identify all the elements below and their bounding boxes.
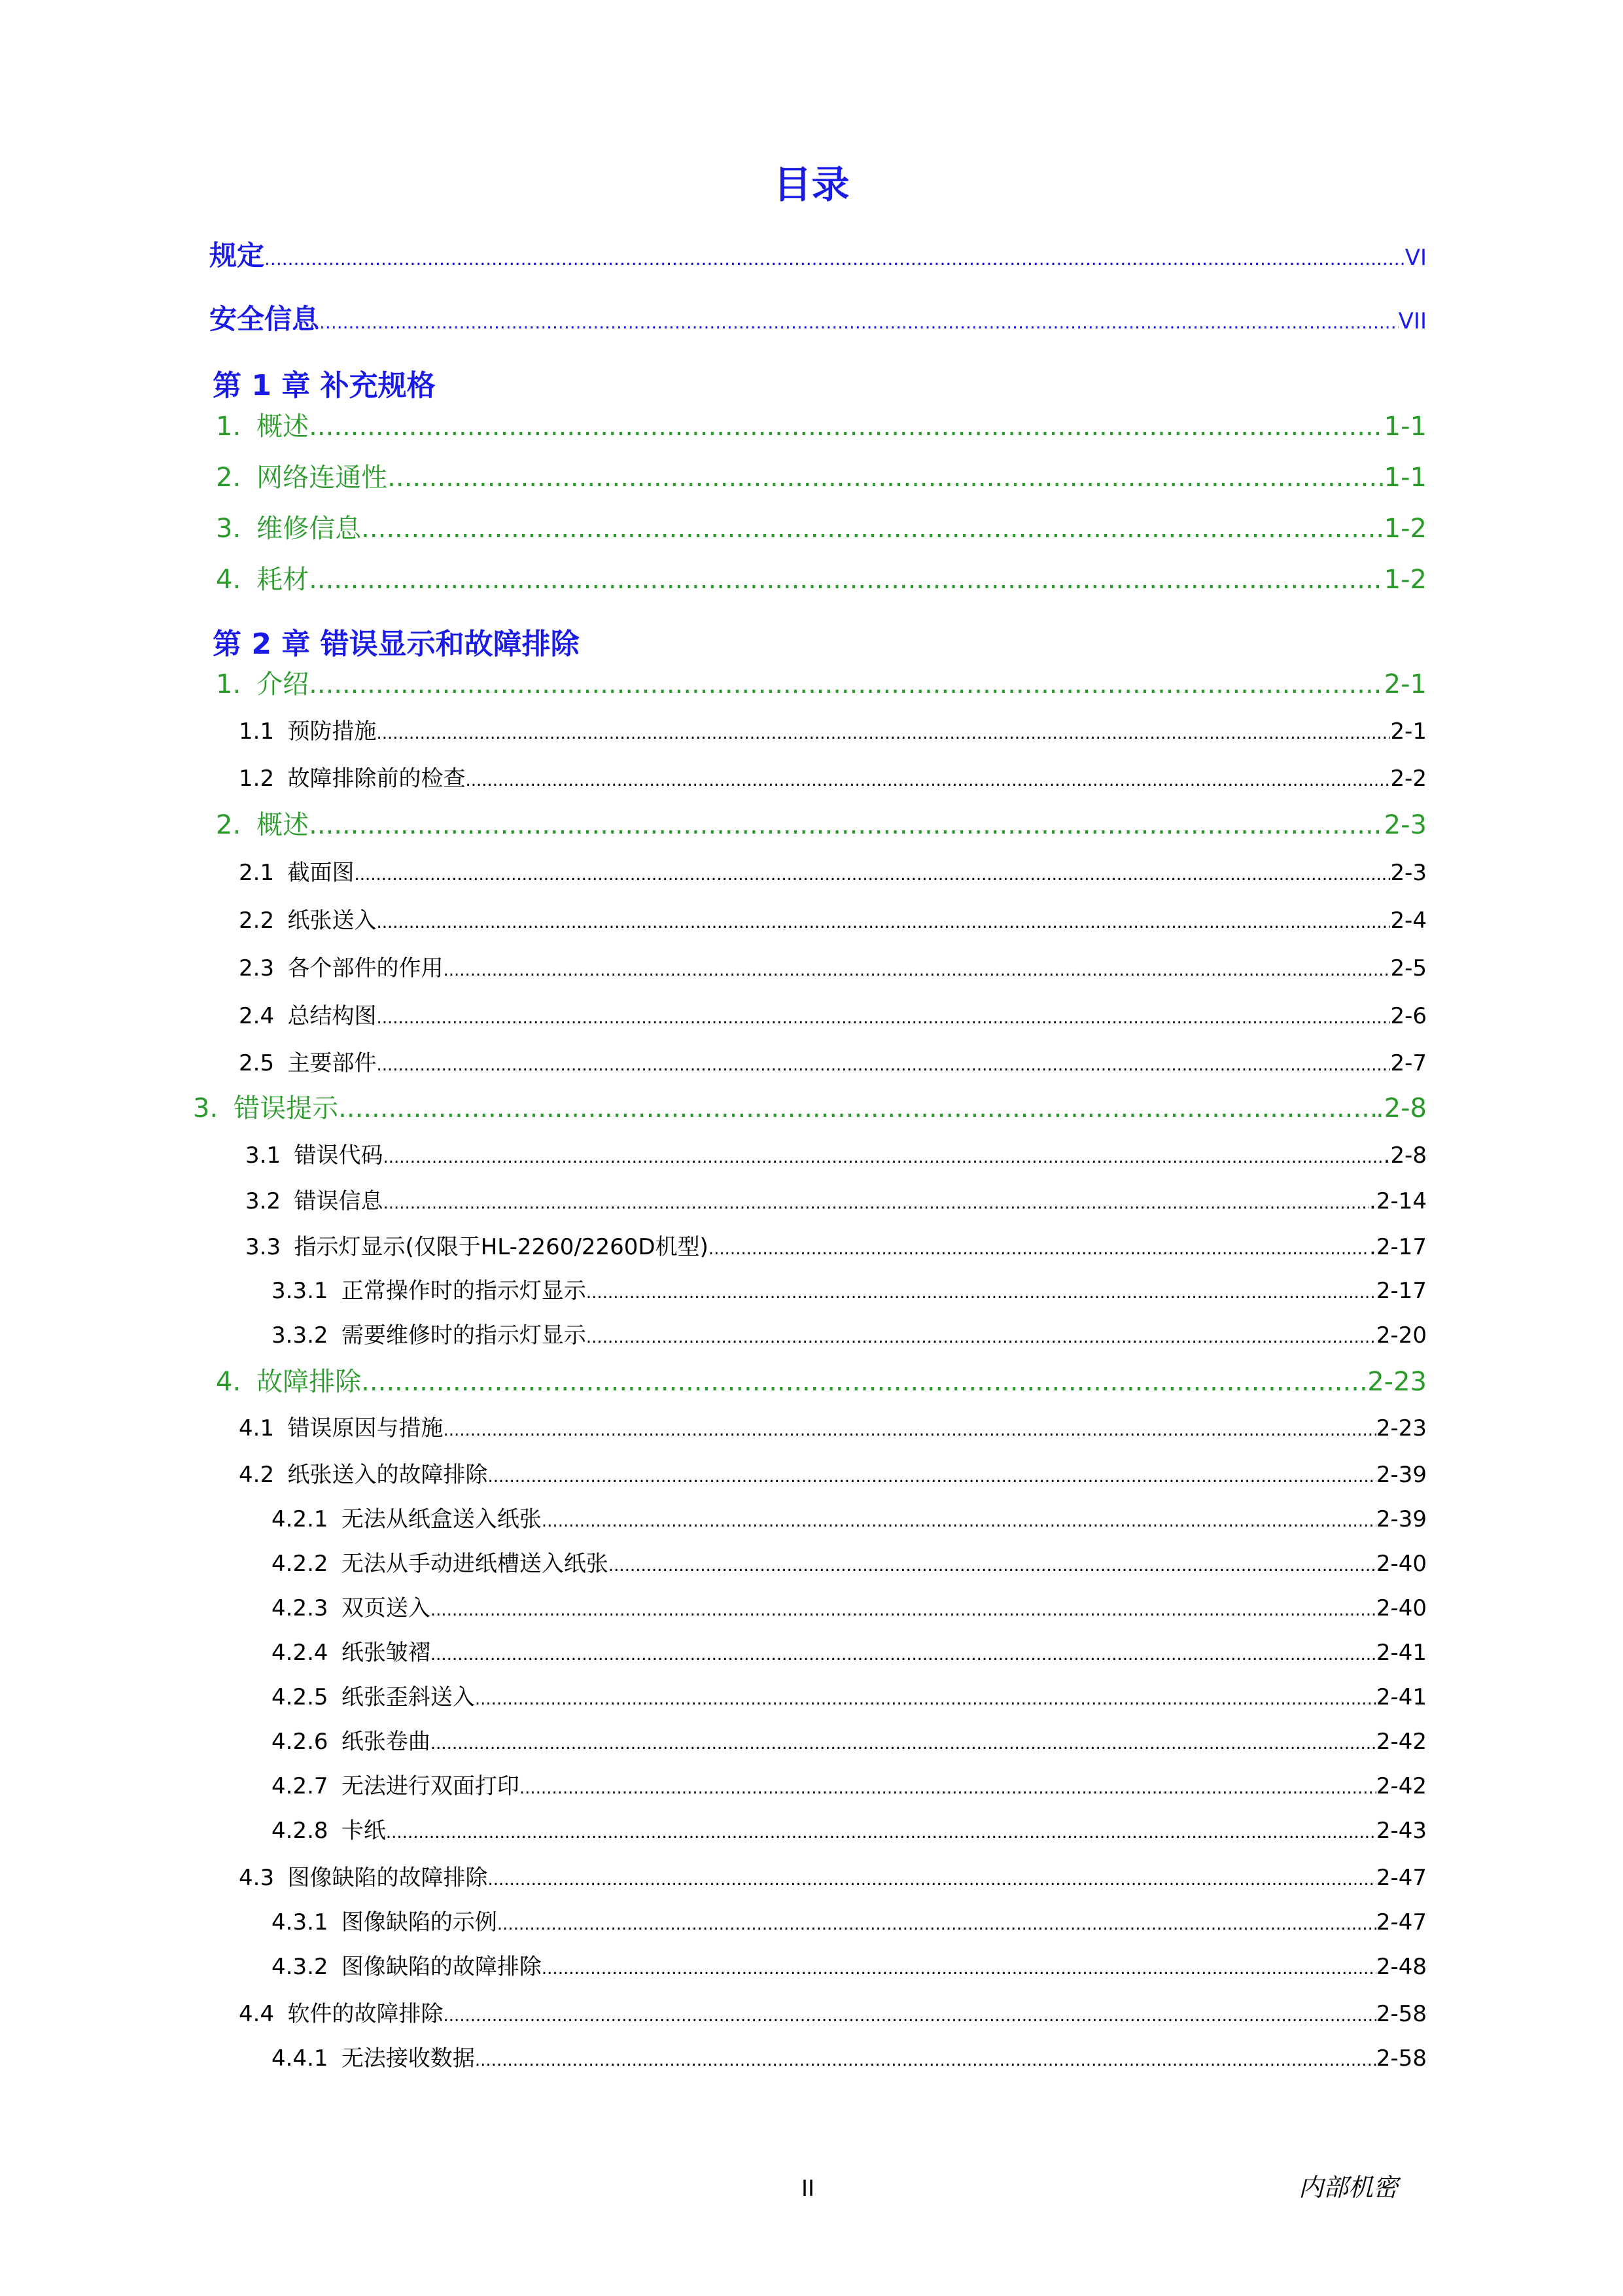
toc-entry[interactable]: 1. 介绍 ..... 2-1: [216, 663, 1427, 701]
toc-entry[interactable]: 4.2.1 无法从纸盒送入纸张 ..... 2-39: [271, 1501, 1427, 1533]
chapter-1-heading[interactable]: 第 1 章 补充规格: [213, 369, 436, 402]
toc-entry[interactable]: 4. 故障排除 ..... 2-23: [216, 1361, 1427, 1398]
toc-entry[interactable]: 2.4 总结构图 ..... 2-6: [239, 998, 1427, 1030]
toc-entry[interactable]: 2.3 各个部件的作用 ..... 2-5: [239, 950, 1427, 982]
toc-page: VII: [1398, 308, 1427, 334]
toc-entry[interactable]: 4.2.4 纸张皱褶 ..... 2-41: [271, 1634, 1427, 1667]
toc-entry[interactable]: 2. 网络连通性 ..... 1-1: [216, 457, 1427, 494]
toc-page: VI: [1405, 245, 1427, 271]
toc-entry[interactable]: 3.3 指示灯显示(仅限于HL-2260/2260D机型) ..... .2-17: [245, 1229, 1427, 1261]
toc-entry[interactable]: 2.5 主要部件 ..... 2-7: [239, 1045, 1427, 1077]
toc-entry[interactable]: 2.1 截面图 ..... 2-3: [239, 855, 1427, 887]
toc-entry[interactable]: 3.3.2 需要维修时的指示灯显示 ..... 2-20: [271, 1317, 1427, 1349]
toc-entry[interactable]: 4.3 图像缺陷的故障排除 ..... 2-47: [239, 1860, 1427, 1892]
toc-entry[interactable]: 4.2.6 纸张卷曲 ..... 2-42: [271, 1723, 1427, 1756]
toc-entry[interactable]: 3. 维修信息 ..... 1-2: [216, 508, 1427, 545]
toc-entry[interactable]: 4.3.2 图像缺陷的故障排除 ..... 2-48: [271, 1949, 1427, 1981]
chapter-2-heading[interactable]: 第 2 章 错误显示和故障排除: [213, 627, 580, 661]
toc-entry[interactable]: 4.2.7 无法进行双面打印 ..... 2-42: [271, 1768, 1427, 1800]
toc-label: 规定: [209, 239, 265, 272]
toc-entry[interactable]: 4. 耗材 ..... 1-2: [216, 559, 1427, 596]
toc-entry-safety[interactable]: [209, 298, 1427, 337]
toc-entry[interactable]: 4.1 错误原因与措施 ..... 2-23: [239, 1410, 1427, 1442]
toc-entry[interactable]: 4.2.3 双页送入 ..... 2-40: [271, 1590, 1427, 1622]
confidential-label: 内部机密: [1299, 2173, 1399, 2202]
toc-entry[interactable]: 1.2 故障排除前的检查 ..... 2-2: [239, 760, 1427, 792]
toc-entry[interactable]: 2.2 纸张送入 ..... 2-4: [239, 902, 1427, 934]
toc-entry[interactable]: 2. 概述 ..... 2-3: [216, 804, 1427, 841]
toc-entry[interactable]: 3.3.1 正常操作时的指示灯显示 ..... 2-17: [271, 1273, 1427, 1305]
toc-entry[interactable]: 4.2.8 卡纸 ..... 2-43: [271, 1812, 1427, 1845]
toc-entry[interactable]: 1.1 预防措施 ..... 2-1: [239, 713, 1427, 745]
toc-entry[interactable]: 4.4 软件的故障排除 ..... 2-58: [239, 1996, 1427, 2028]
toc-title: 目录: [773, 162, 850, 207]
toc-entry[interactable]: 3. 错误提示 ..... .2-8: [193, 1087, 1427, 1125]
toc-entry[interactable]: 4.2.5 纸张歪斜送入 ..... 2-41: [271, 1679, 1427, 1711]
toc-entry[interactable]: 4.2 纸张送入的故障排除 ..... 2-39: [239, 1457, 1427, 1489]
toc-entry[interactable]: 3.1 错误代码 ..... .2-8: [245, 1137, 1427, 1169]
toc-entry-regulations[interactable]: [209, 234, 1427, 274]
toc-entry[interactable]: 4.2.2 无法从手动进纸槽送入纸张 ..... 2-40: [271, 1545, 1427, 1578]
toc-entry[interactable]: 4.3.1 图像缺陷的示例 ..... 2-47: [271, 1904, 1427, 1936]
toc-label: 安全信息: [209, 303, 320, 335]
page-number: II: [801, 2176, 815, 2202]
toc-entry[interactable]: 3.2 错误信息 ..... .2-14: [245, 1183, 1427, 1215]
toc-entry[interactable]: 1. 概述 ..... 1-1: [216, 406, 1427, 443]
toc-entry[interactable]: 4.4.1 无法接收数据 ..... 2-58: [271, 2040, 1427, 2072]
